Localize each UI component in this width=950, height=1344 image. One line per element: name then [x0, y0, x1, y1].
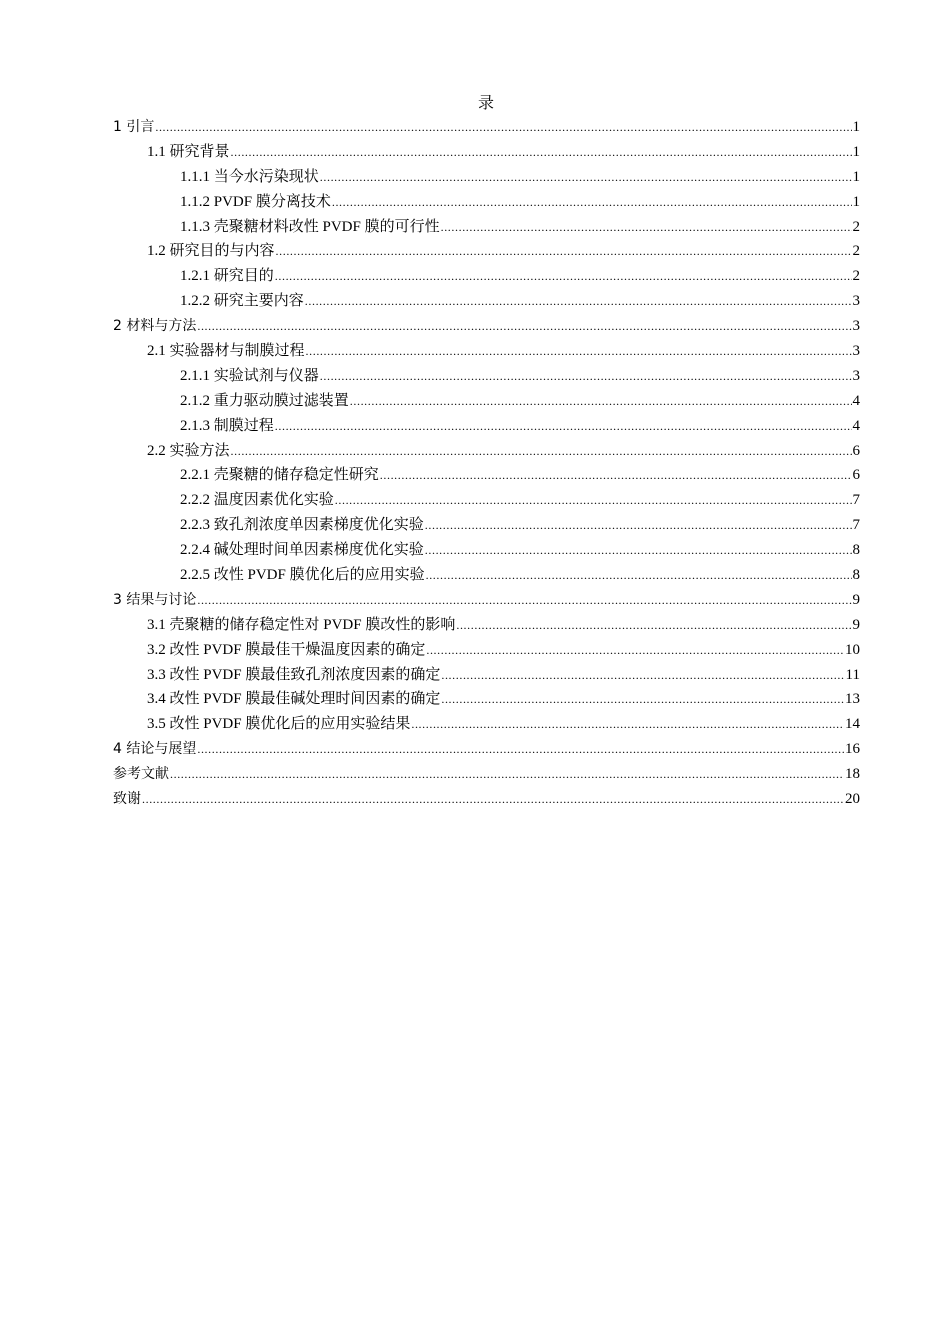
toc-dot-leader — [441, 217, 852, 237]
toc-entry-text: 2.2.1 壳聚糖的储存稳定性研究 — [180, 467, 379, 484]
toc-page-number: 2 — [852, 218, 860, 235]
toc-entry[interactable] — [113, 515, 860, 540]
table-of-contents — [113, 117, 860, 814]
toc-page-number: 4 — [852, 392, 860, 409]
toc-dot-leader — [305, 291, 852, 311]
toc-entry-text: 1.1 研究背景 — [147, 143, 230, 160]
toc-entry[interactable] — [113, 789, 860, 814]
toc-entry-text: 1.2.2 研究主要内容 — [180, 293, 304, 310]
toc-page-number: 3 — [852, 367, 860, 384]
toc-dot-leader — [231, 441, 852, 461]
toc-entry[interactable] — [113, 366, 860, 391]
toc-entry[interactable] — [113, 241, 860, 266]
toc-dot-leader — [426, 565, 852, 585]
toc-entry-text: 致谢 — [113, 791, 141, 808]
toc-entry-text: 3.4 改性 PVDF 膜最佳碱处理时间因素的确定 — [147, 691, 441, 708]
toc-entry[interactable] — [113, 316, 860, 341]
toc-page-number: 11 — [845, 666, 860, 683]
toc-page-number: 13 — [845, 691, 860, 708]
toc-entry[interactable] — [113, 465, 860, 490]
toc-dot-leader — [425, 515, 852, 535]
toc-dot-leader — [350, 391, 852, 411]
toc-page-number: 1 — [852, 119, 860, 135]
toc-entry-text: 1.1.1 当今水污染现状 — [180, 168, 319, 185]
toc-title: 录 — [477, 95, 494, 112]
toc-entry[interactable] — [113, 416, 860, 441]
toc-page-number: 6 — [852, 442, 860, 459]
toc-entry-text: 1.1.3 壳聚糖材料改性 PVDF 膜的可行性 — [180, 218, 440, 235]
toc-page-number: 3 — [852, 343, 860, 360]
toc-entry[interactable] — [113, 192, 860, 217]
toc-dot-leader — [320, 366, 852, 386]
toc-entry[interactable] — [113, 391, 860, 416]
toc-page-number: 7 — [852, 517, 860, 534]
toc-page-number: 10 — [845, 641, 860, 658]
toc-entry[interactable] — [113, 441, 860, 466]
toc-page-number: 14 — [845, 716, 860, 733]
toc-entry[interactable] — [113, 291, 860, 316]
toc-entry[interactable] — [113, 490, 860, 515]
toc-entry[interactable] — [113, 540, 860, 565]
toc-entry-text: 3.3 改性 PVDF 膜最佳致孔剂浓度因素的确定 — [147, 666, 441, 683]
toc-page-number: 8 — [852, 567, 860, 584]
toc-page-number: 2 — [852, 268, 860, 285]
toc-entry-text: 2.2.2 温度因素优化实验 — [180, 492, 334, 509]
toc-page-number: 1 — [852, 168, 860, 185]
toc-entry-text: 3.5 改性 PVDF 膜优化后的应用实验结果 — [147, 716, 411, 733]
toc-page-number: 16 — [845, 741, 860, 758]
toc-entry-text: 2.2 实验方法 — [147, 442, 230, 459]
toc-entry[interactable] — [113, 615, 860, 640]
toc-entry-text: 1.2.1 研究目的 — [180, 268, 274, 285]
toc-dot-leader — [426, 640, 844, 660]
toc-dot-leader — [425, 540, 852, 560]
toc-dot-leader — [197, 590, 851, 610]
toc-dot-leader — [197, 316, 851, 336]
toc-dot-leader — [306, 341, 852, 361]
toc-page-number: 1 — [852, 193, 860, 210]
toc-dot-leader — [411, 714, 844, 734]
toc-page-number: 1 — [852, 143, 860, 160]
toc-entry[interactable] — [113, 341, 860, 366]
toc-entry[interactable] — [113, 167, 860, 192]
toc-page-number: 18 — [845, 766, 860, 783]
toc-entry[interactable] — [113, 217, 860, 242]
toc-entry[interactable] — [113, 142, 860, 167]
toc-entry[interactable] — [113, 714, 860, 739]
toc-dot-leader — [456, 615, 851, 635]
toc-page-number: 8 — [852, 542, 860, 559]
toc-entry[interactable] — [113, 117, 860, 142]
toc-dot-leader — [335, 490, 852, 510]
toc-page-number: 3 — [852, 293, 860, 310]
toc-dot-leader — [197, 739, 844, 759]
toc-entry-text: 2 材料与方法 — [113, 318, 197, 335]
toc-dot-leader — [276, 241, 852, 261]
toc-page-number: 7 — [852, 492, 860, 509]
toc-dot-leader — [275, 266, 852, 286]
toc-dot-leader — [170, 764, 844, 784]
toc-entry-text: 2.1.2 重力驱动膜过滤装置 — [180, 392, 349, 409]
toc-page-number: 4 — [852, 417, 860, 434]
toc-dot-leader — [142, 789, 844, 809]
toc-dot-leader — [275, 416, 852, 436]
toc-entry-text: 2.1.3 制膜过程 — [180, 417, 274, 434]
toc-entry-text: 2.2.3 致孔剂浓度单因素梯度优化实验 — [180, 517, 424, 534]
toc-entry-text: 1 引言 — [113, 119, 155, 135]
toc-entry-text: 1.2 研究目的与内容 — [147, 243, 275, 260]
toc-page-number: 2 — [852, 243, 860, 260]
toc-page-number: 9 — [852, 616, 860, 633]
toc-dot-leader — [320, 167, 852, 187]
toc-entry-text: 参考文献 — [113, 766, 169, 783]
toc-entry[interactable] — [113, 764, 860, 789]
toc-entry-text: 2.2.5 改性 PVDF 膜优化后的应用实验 — [180, 567, 425, 584]
toc-entry-text: 1.1.2 PVDF 膜分离技术 — [180, 193, 331, 210]
toc-entry-text: 3.2 改性 PVDF 膜最佳干燥温度因素的确定 — [147, 641, 426, 658]
toc-dot-leader — [155, 117, 851, 137]
toc-entry[interactable] — [113, 565, 860, 590]
toc-entry-text: 2.1.1 实验试剂与仪器 — [180, 367, 319, 384]
toc-entry-text: 3.1 壳聚糖的储存稳定性对 PVDF 膜改性的影响 — [147, 616, 456, 633]
toc-dot-leader — [332, 192, 852, 212]
toc-page-number: 9 — [852, 591, 860, 608]
toc-page-number: 6 — [852, 467, 860, 484]
toc-page-number: 3 — [852, 318, 860, 335]
toc-dot-leader — [380, 465, 852, 485]
toc-entry[interactable] — [113, 689, 860, 714]
toc-entry[interactable] — [113, 266, 860, 291]
toc-entry-text: 4 结论与展望 — [113, 741, 197, 758]
toc-entry-text: 3 结果与讨论 — [113, 591, 197, 608]
toc-entry-text: 2.2.4 碱处理时间单因素梯度优化实验 — [180, 542, 424, 559]
toc-dot-leader — [231, 142, 852, 162]
toc-dot-leader — [441, 689, 844, 709]
toc-entry[interactable] — [113, 590, 860, 615]
toc-entry-text: 2.1 实验器材与制膜过程 — [147, 343, 305, 360]
toc-dot-leader — [441, 665, 844, 685]
toc-entry[interactable] — [113, 640, 860, 665]
toc-entry[interactable] — [113, 739, 860, 764]
toc-page-number: 20 — [845, 791, 860, 808]
toc-entry[interactable] — [113, 665, 860, 690]
